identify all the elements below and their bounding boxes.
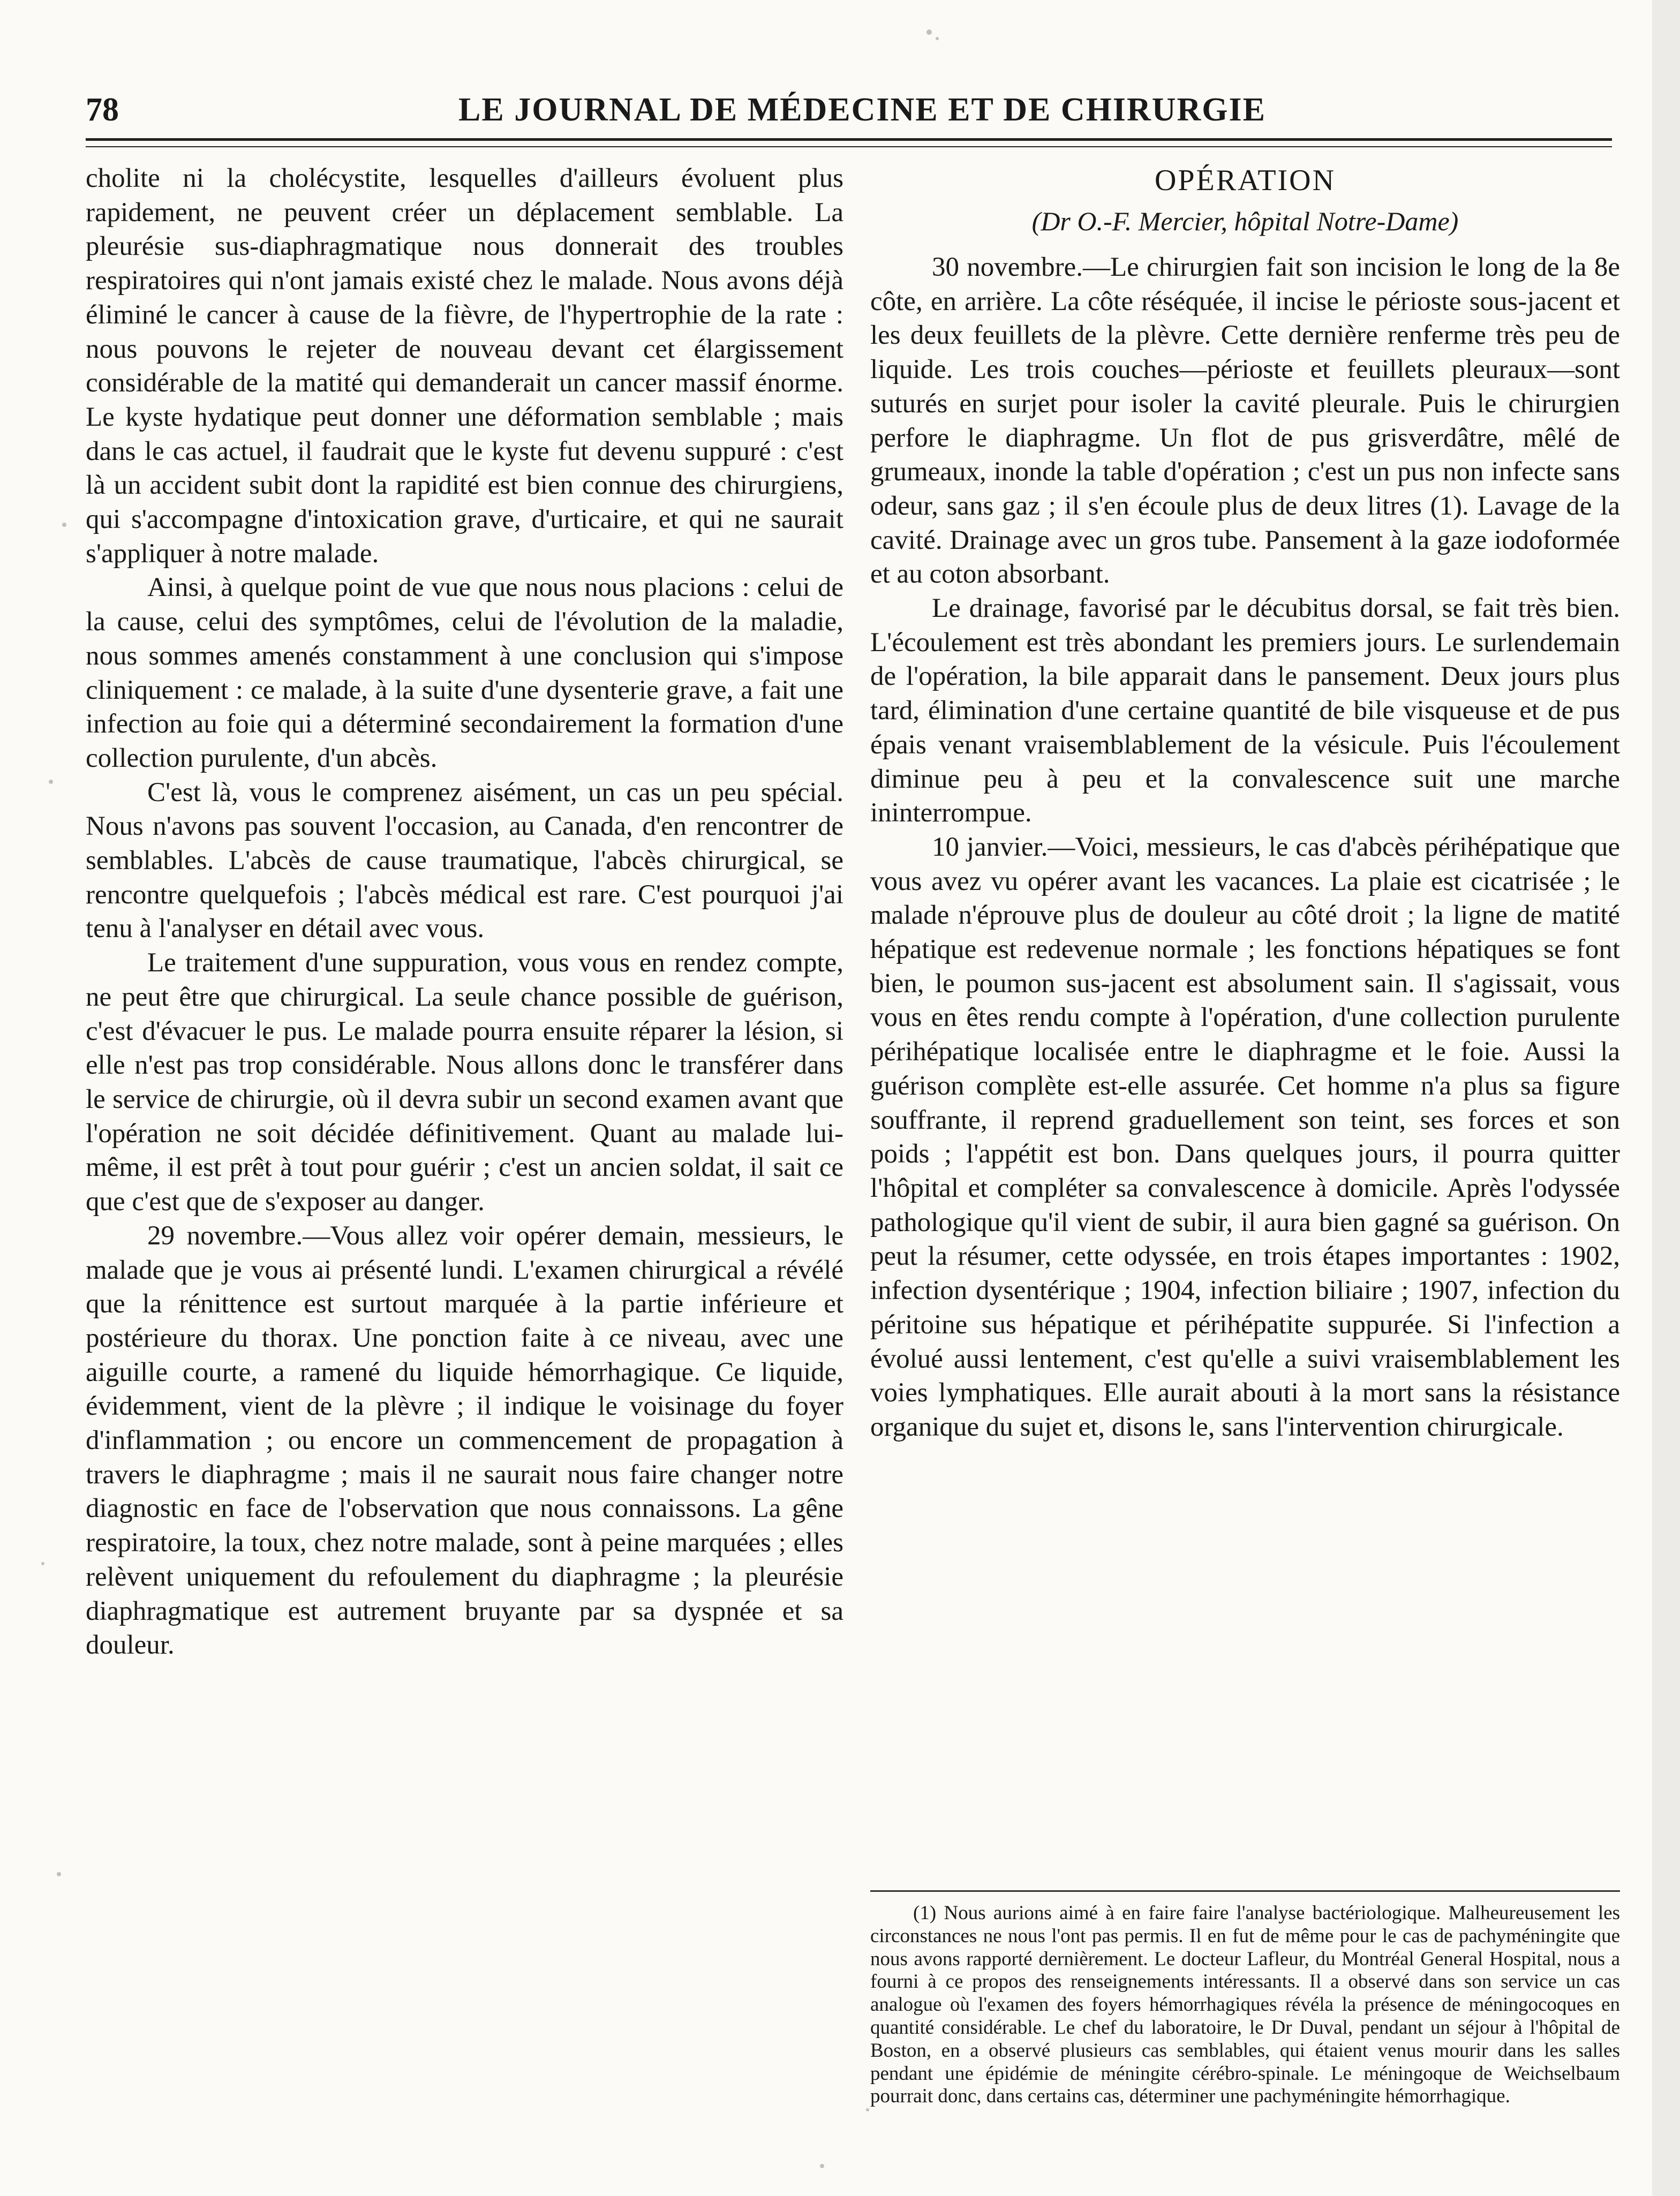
section-byline: (Dr O.-F. Mercier, hôpital Notre-Dame) — [1031, 206, 1459, 236]
footnote-text: (1) Nous aurions aimé à en faire faire l'analyse bactériologique. Malheureusement les circonstances ne nous l'ont pas permis. Il en fut de même pour le cas de pachyméningite que nous avons rapporté dernièrement. Le docteur Lafleur, du Montréal General Hospital, nous a fourni à ce propos des renseignements intéressants. Il a observé dans son service un cas analogue où l'examen des foyers hémorrhagiques révéla la présence de méningocoques en quantité considérable. Le chef du laboratoire, le Dr Duval, pendant un séjour à l'hôpital de Boston, en a observé plusieurs cas semblables, qui étaient venus mourir dans les salles pendant une épidémie de méningite cérébro-spinale. Le méningoque de Weichselbaum pourrait donc, dans certains cas, déterminer une pachyméningite hémorrhagique. — [870, 1902, 1620, 2108]
paragraph: Ainsi, à quelque point de vue que nous nous placions : celui de la cause, celui des symptômes, celui de l'évolution de la maladie, nous sommes amenés constamment à une conclusion qui s'impose cliniquement : ce malade, à la suite d'une dysenterie grave, a fait une infection au foie qui a déterminé secondairement la formation d'une collection purulente, d'un abcès. — [86, 572, 843, 773]
paragraph: 10 janvier.—Voici, messieurs, le cas d'abcès périhépatique que vous avez vu opérer avant les vacances. La plaie est cicatrisée ; le malade n'éprouve plus de douleur au côté droit ; la ligne de matité hépatique est redevenue normale ; les fonctions hépatiques se font bien, le poumon sus-jacent est absolument sain. Il s'agissait, vous vous en êtes rendu compte à l'opération, d'une collection purulente périhépatique localisée entre le diaphragme et le foie. Aussi la guérison complète est-elle assurée. Cet homme n'a plus sa figure souffrante, il reprend graduellement son teint, ses forces et son poids ; l'appétit est bon. Dans quelques jours, il pourra quitter l'hôpital et compléter sa convalescence à domicile. Après l'odyssée pathologique qu'il vient de subir, il aura bien gagné sa guérison. On peut la résumer, cette odyssée, en trois étapes importantes : 1902, infection dysentérique ; 1904, infection biliaire ; 1907, infection du péritoine sus hépatique et périhépatite suppurée. Si l'infection a évolué aussi lentement, c'est qu'elle a suivi vraisemblablement les voies lymphatiques. Elle aurait abouti à la mort sans la résistance organique du sujet et, disons le, sans l'intervention chirurgicale. — [870, 832, 1620, 1442]
paragraph: C'est là, vous le comprenez aisément, un cas un peu spécial. Nous n'avons pas souvent l'occasion, au Canada, d'en rencontrer de semblables. L'abcès de cause traumatique, l'abcès chirurgical, se rencontre quelquefois ; l'abcès médical est rare. C'est pourquoi j'ai tenu à l'analyser en détail avec vous. — [86, 777, 843, 944]
section-heading: OPÉRATION — [1154, 164, 1336, 197]
paragraph: Le traitement d'une suppuration, vous vous en rendez compte, ne peut être que chirurgical. La seule chance possible de guérison, c'est d'évacuer le pus. Le malade pourra ensuite réparer la lésion, si elle n'est pas trop considérable. Nous allons donc le transférer dans le service de chirurgie, où il devra subir un second examen avant que l'opération ne soit décidée définitivement. Quant au malade lui-même, il est prêt à tout pour guérir ; c'est un ancien soldat, il sait ce que c'est que de s'exposer au danger. — [86, 948, 843, 1217]
paragraph: 30 novembre.—Le chirurgien fait son incision le long de la 8e côte, en arrière. La côte réséquée, il incise le périoste sous-jacent et les deux feuillets de la plèvre. Cette dernière renferme très peu de liquide. Les trois couches—périoste et feuillets pleuraux—sont suturés en surjet pour isoler la cavité pleurale. Puis le chirurgien perfore le diaphragme. Un flot de pus grisverdâtre, mêlé de grumeaux, inonde la table d'opération ; c'est un pus non infecte sans odeur, sans gaz ; il s'en écoule plus de deux litres (1). Lavage de la cavité. Drainage avec un gros tube. Pansement à la gaze iodoformée et au coton absorbant. — [870, 252, 1620, 590]
page-number: 78 — [86, 92, 119, 128]
paragraph: cholite ni la cholécystite, lesquelles d'ailleurs évoluent plus rapidement, ne peuvent créer un déplacement semblable. La pleurésie sus-diaphragmatique nous donnerait des troubles respiratoires qui n'ont jamais existé chez le malade. Nous avons déjà éliminé le cancer à cause de la fièvre, de l'hypertrophie de la rate : nous pouvons le rejeter de nouveau devant cet élargissement considérable de la matité qui demanderait un cancer massif énorme. Le kyste hydatique peut donner une déformation semblable ; mais dans le cas actuel, il faudrait que le kyste fut devenu suppuré : c'est là un accident subit dont la rapidité est bien connue des chirurgiens, qui s'accompagne d'intoxication grave, d'urticaire, et qui ne saurait s'appliquer à notre malade. — [86, 163, 843, 569]
paragraph: Le drainage, favorisé par le décubitus dorsal, se fait très bien. L'écoulement est très abondant les premiers jours. Le surlendemain de l'opération, la bile apparait dans le pansement. Deux jours plus tard, élimination d'une certaine quantité de bile visqueuse et de pus épais venant vraisemblablement de la vésicule. Puis l'écoulement diminue peu à peu et la convalescence suit une marche ininterrompue. — [870, 593, 1620, 828]
journal-title: LE JOURNAL DE MÉDECINE ET DE CHIRURGIE — [458, 92, 1266, 128]
paragraph: 29 novembre.—Vous allez voir opérer demain, messieurs, le malade que je vous ai présenté lundi. L'examen chirurgical a révélé que la rénittence est surtout marquée à la partie inférieure et postérieure du thorax. Une ponction faite à ce niveau, avec une aiguille courte, a ramené du liquide hémorrhagique. Ce liquide, évidemment, vient de la plèvre ; il indique le voisinage du foyer d'inflammation ; ou encore un commencement de propagation à travers le diaphragme ; mais il ne saurait nous faire changer notre diagnostic en face de l'observation que nous connaissons. La gêne respiratoire, la toux, chez notre malade, sont à peine marquées ; elles relèvent uniquement du refoulement du diaphragme ; la pleurésie diaphragmatique est autrement bruyante par sa dyspnée et sa douleur. — [86, 1220, 843, 1661]
